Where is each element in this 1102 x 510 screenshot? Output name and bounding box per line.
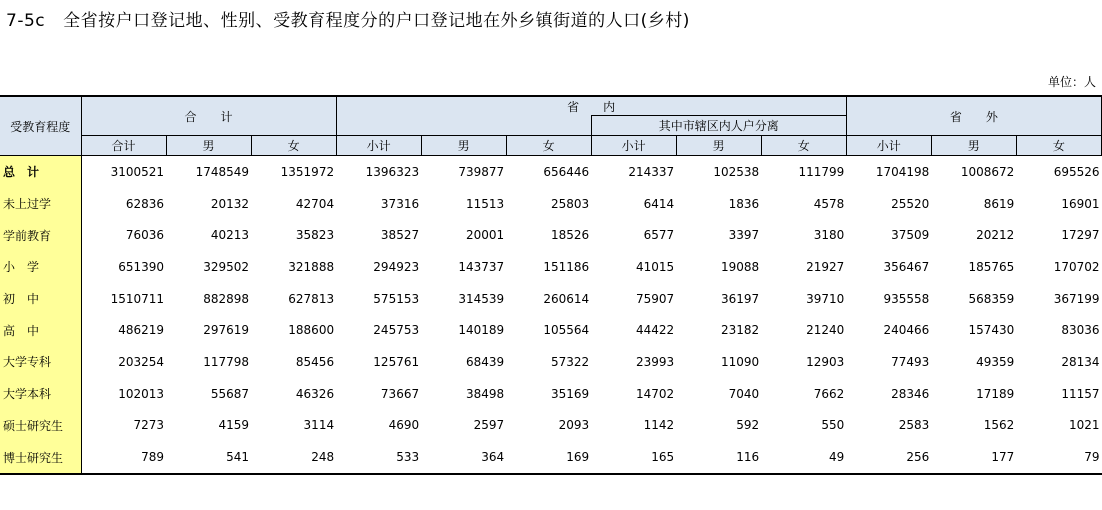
table-cell: 14702 [635, 386, 675, 401]
column-header: 小计 [591, 136, 676, 156]
table-cell: 1748549 [195, 164, 250, 179]
table-cell: 79 [1016, 441, 1101, 474]
table-cell: 111799 [798, 164, 845, 179]
table-cell: 140189 [458, 323, 505, 338]
table-cell: 245753 [373, 323, 420, 338]
table-row [0, 346, 1102, 378]
group-header-out: 省 外 [846, 96, 1101, 136]
table-cell: 3180 [813, 228, 845, 243]
table-cell: 4159 [218, 418, 250, 433]
corner-header: 受教育程度 [0, 96, 81, 156]
table-cell: 83036 [1061, 323, 1100, 338]
table-cell: 297619 [203, 323, 250, 338]
table-cell: 76036 [125, 228, 165, 243]
table-cell: 256 [846, 441, 931, 474]
table-cell: 2583 [898, 418, 930, 433]
table-cell: 882898 [203, 291, 250, 306]
table-body [0, 156, 1102, 474]
table-cell: 3114 [303, 418, 335, 433]
table-cell: 1351972 [280, 164, 335, 179]
table-cell: 364 [421, 441, 506, 474]
table-cell: 62836 [125, 196, 165, 211]
table-cell: 38527 [380, 228, 420, 243]
table-header [0, 96, 1102, 156]
table-cell: 1836 [728, 196, 760, 211]
table-cell: 17297 [1061, 228, 1100, 243]
table-cell: 18526 [550, 228, 590, 243]
table-code: 7-5c [6, 11, 46, 31]
unit-label: 单位：人 [1047, 75, 1096, 89]
column-header: 女 [251, 136, 336, 156]
table-cell: 789 [81, 441, 166, 474]
table-cell: 57322 [550, 354, 590, 369]
row-label: 大学本科 [0, 378, 81, 410]
table-cell: 49 [761, 441, 846, 474]
table-cell: 240466 [883, 323, 930, 338]
table-cell: 575153 [373, 291, 420, 306]
table-cell: 20001 [465, 228, 505, 243]
table-cell: 23993 [635, 354, 675, 369]
table-cell: 165 [591, 441, 676, 474]
table-cell: 1396323 [365, 164, 420, 179]
table-cell: 260614 [543, 291, 590, 306]
table-cell: 68439 [465, 354, 505, 369]
table-cell: 188600 [288, 323, 335, 338]
column-header: 男 [931, 136, 1016, 156]
table-cell: 3397 [728, 228, 760, 243]
table-cell: 36197 [720, 291, 760, 306]
table-cell: 4690 [388, 418, 420, 433]
row-label: 未上过学 [0, 188, 81, 220]
table-cell: 1562 [983, 418, 1015, 433]
table-cell: 105564 [543, 323, 590, 338]
table-cell: 125761 [373, 354, 420, 369]
table-cell: 102013 [118, 386, 165, 401]
table-cell: 7273 [133, 418, 165, 433]
table-row [0, 378, 1102, 410]
table-row [0, 410, 1102, 442]
row-label: 高 中 [0, 314, 81, 346]
table-row [0, 219, 1102, 251]
table-cell: 2597 [473, 418, 505, 433]
table-cell: 1008672 [960, 164, 1015, 179]
data-table [0, 95, 1102, 475]
table-cell: 550 [821, 418, 845, 433]
table-row [0, 441, 1102, 474]
group-header-in: 省 内 [336, 96, 846, 116]
header-blank [336, 116, 591, 136]
row-label: 学前教育 [0, 219, 81, 251]
table-cell: 37316 [380, 196, 420, 211]
table-cell: 25803 [550, 196, 590, 211]
table-cell: 21240 [806, 323, 845, 338]
table-cell: 1510711 [110, 291, 165, 306]
table-cell: 35823 [295, 228, 335, 243]
column-header: 女 [1016, 136, 1101, 156]
row-label: 博士研究生 [0, 441, 81, 474]
table-cell: 39710 [806, 291, 845, 306]
column-header: 男 [676, 136, 761, 156]
row-label: 硕士研究生 [0, 410, 81, 442]
table-cell: 329502 [203, 259, 250, 274]
column-header: 小计 [846, 136, 931, 156]
column-header: 男 [166, 136, 251, 156]
table-cell: 20132 [210, 196, 250, 211]
table-cell: 12903 [806, 354, 845, 369]
table-cell: 248 [251, 441, 336, 474]
table-cell: 6414 [643, 196, 675, 211]
table-cell: 367199 [1053, 291, 1100, 306]
table-cell: 55687 [210, 386, 250, 401]
table-cell: 627813 [288, 291, 335, 306]
row-label: 总 计 [0, 156, 81, 188]
table-cell: 568359 [968, 291, 1015, 306]
table-cell: 28346 [891, 386, 930, 401]
table-cell: 541 [166, 441, 251, 474]
table-row [0, 314, 1102, 346]
table-cell: 37509 [891, 228, 930, 243]
table-cell: 17189 [976, 386, 1015, 401]
table-cell: 28134 [1061, 354, 1100, 369]
table-cell: 25520 [891, 196, 930, 211]
table-cell: 7040 [728, 386, 760, 401]
table-cell: 8619 [983, 196, 1015, 211]
row-label: 大学专科 [0, 346, 81, 378]
row-label: 小 学 [0, 251, 81, 283]
table-cell: 46326 [295, 386, 335, 401]
table-row [0, 188, 1102, 220]
table-cell: 40213 [210, 228, 250, 243]
table-cell: 11157 [1061, 386, 1100, 401]
table-cell: 75907 [635, 291, 675, 306]
table-cell: 35169 [550, 386, 590, 401]
table-cell: 294923 [373, 259, 420, 274]
table-cell: 203254 [118, 354, 165, 369]
table-cell: 214337 [628, 164, 675, 179]
column-header: 男 [421, 136, 506, 156]
table-cell: 151186 [543, 259, 590, 274]
table-cell: 533 [336, 441, 421, 474]
table-row [0, 251, 1102, 283]
table-cell: 73667 [380, 386, 420, 401]
table-cell: 19088 [720, 259, 760, 274]
table-cell: 1142 [643, 418, 675, 433]
table-cell: 44422 [635, 323, 675, 338]
table-cell: 7662 [813, 386, 845, 401]
row-label: 初 中 [0, 283, 81, 315]
table-cell: 321888 [288, 259, 335, 274]
table-cell: 1704198 [875, 164, 930, 179]
table-row [0, 283, 1102, 315]
table-cell: 2093 [558, 418, 590, 433]
sub-header-row [0, 136, 1102, 156]
table-cell: 656446 [543, 164, 590, 179]
table-cell: 116 [676, 441, 761, 474]
table-cell: 85456 [295, 354, 335, 369]
table-cell: 177 [931, 441, 1016, 474]
table-cell: 23182 [720, 323, 760, 338]
table-cell: 20212 [976, 228, 1015, 243]
page-title [6, 6, 690, 31]
subgroup-header-city: 其中市辖区内人户分离 [591, 116, 846, 136]
column-header: 小计 [336, 136, 421, 156]
table-cell: 592 [736, 418, 760, 433]
column-header: 女 [506, 136, 591, 156]
table-cell: 1021 [1068, 418, 1100, 433]
table-cell: 143737 [458, 259, 505, 274]
table-cell: 486219 [118, 323, 165, 338]
column-header: 合计 [81, 136, 166, 156]
table-cell: 157430 [968, 323, 1015, 338]
table-cell: 695526 [1053, 164, 1100, 179]
table-cell: 170702 [1053, 259, 1100, 274]
table-cell: 314539 [458, 291, 505, 306]
table-cell: 38498 [465, 386, 505, 401]
table-row [0, 156, 1102, 188]
table-cell: 41015 [635, 259, 675, 274]
table-cell: 185765 [968, 259, 1015, 274]
table-cell: 16901 [1061, 196, 1100, 211]
column-header: 女 [761, 136, 846, 156]
table-cell: 11090 [720, 354, 760, 369]
table-cell: 42704 [295, 196, 335, 211]
table-cell: 356467 [883, 259, 930, 274]
table-cell: 169 [506, 441, 591, 474]
table-cell: 11513 [465, 196, 505, 211]
table-cell: 6577 [643, 228, 675, 243]
table-cell: 102538 [713, 164, 760, 179]
table-title: 全省按户口登记地、性别、受教育程度分的户口登记地在外乡镇街道的人口(乡村) [63, 11, 690, 31]
table-cell: 935558 [883, 291, 930, 306]
table-cell: 117798 [203, 354, 250, 369]
table-cell: 651390 [118, 259, 165, 274]
table-cell: 49359 [976, 354, 1015, 369]
table-cell: 3100521 [110, 164, 165, 179]
group-header-total: 合 计 [81, 96, 336, 136]
table-cell: 77493 [891, 354, 930, 369]
table-cell: 4578 [813, 196, 845, 211]
table-cell: 21927 [806, 259, 845, 274]
table-cell: 739877 [458, 164, 505, 179]
